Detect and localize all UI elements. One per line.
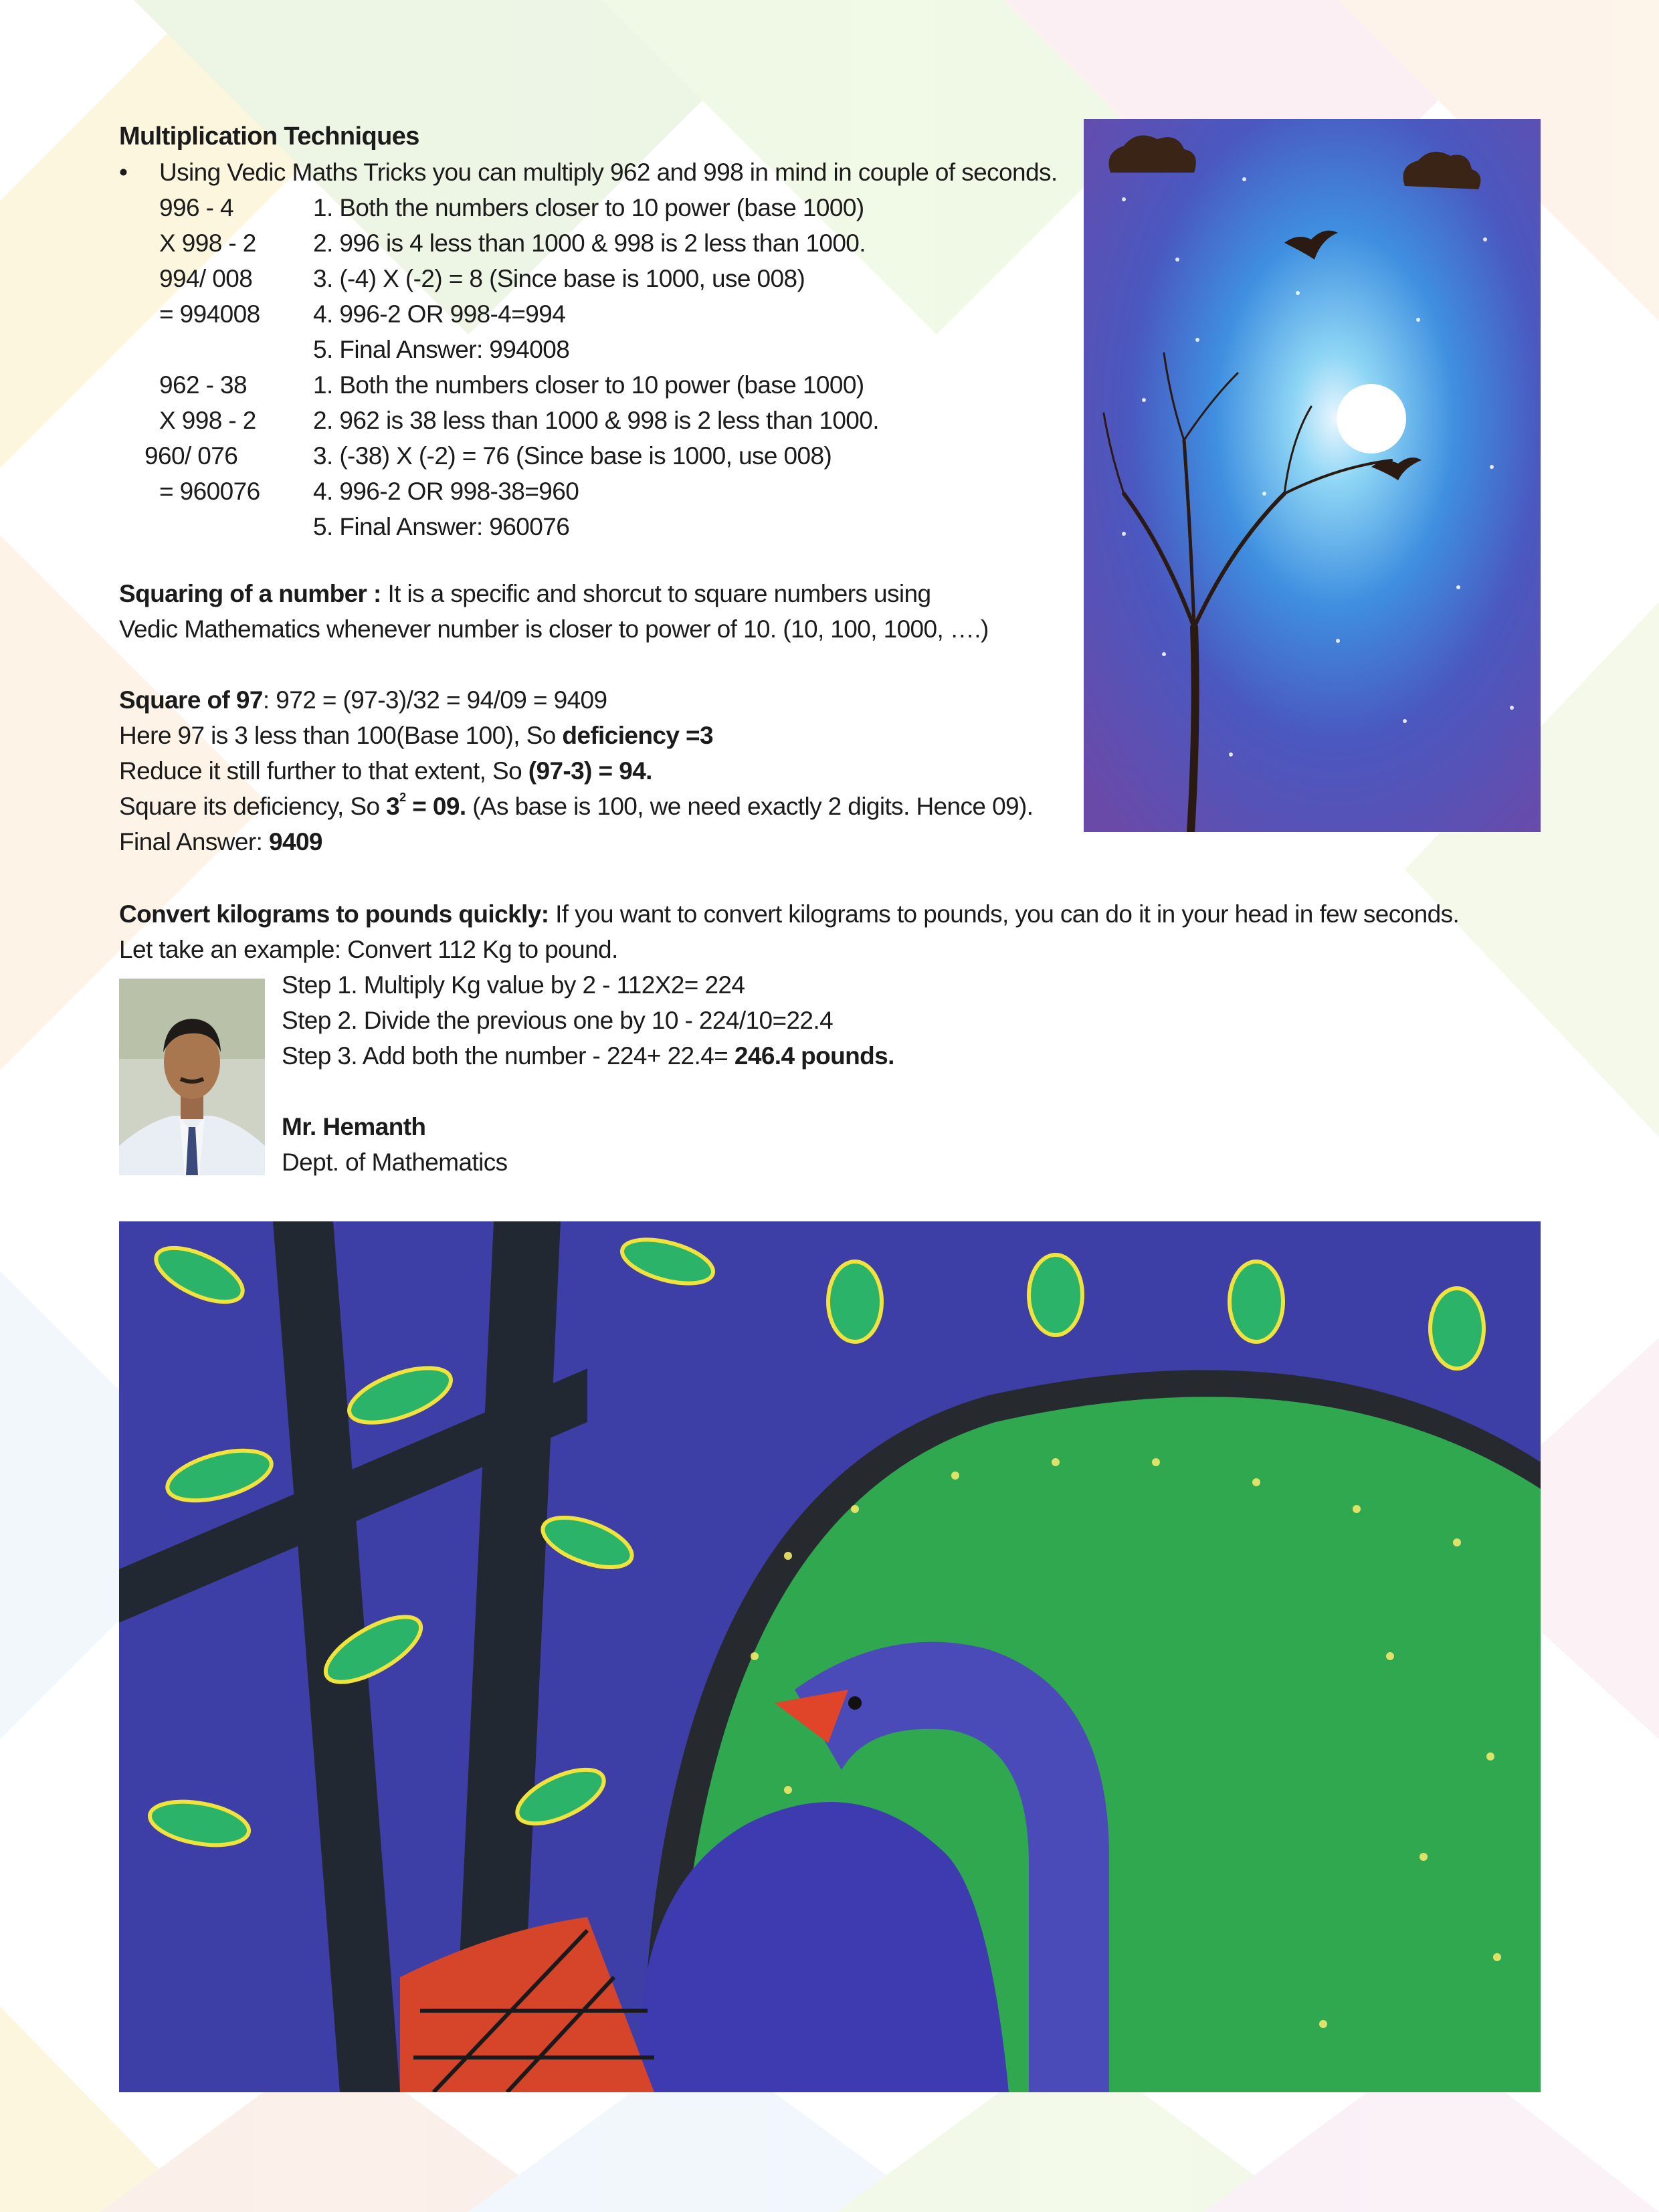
squaring-heading: Squaring of a number : xyxy=(119,580,381,607)
example2-row xyxy=(119,474,1069,509)
intro-text: Using Vedic Maths Tricks you can multiply 962 and 998 in mind in couple of seconds. xyxy=(159,159,1058,186)
calc-cell: 962 - 38 xyxy=(159,371,247,399)
step-cell: 4. 996-2 OR 998-4=994 xyxy=(313,300,566,328)
step-2: Step 2. Divide the previous one by 10 - 224/10=22.4 xyxy=(282,1007,834,1034)
square97-line4-tail: (As base is 100, we need exactly 2 digits. Hence 09). xyxy=(466,793,1034,820)
example2-row xyxy=(119,509,1069,544)
author-name: Mr. Hemanth xyxy=(282,1113,426,1140)
step-1: Step 1. Multiply Kg value by 2 - 112X2= 224 xyxy=(282,971,745,999)
calc-cell: 994/ 008 xyxy=(159,265,253,292)
peacock-painting xyxy=(119,1221,1541,2092)
step-cell: 2. 996 is 4 less than 1000 & 998 is 2 less than 1000. xyxy=(313,229,866,257)
step-cell: 3. (-38) X (-2) = 76 (Since base is 1000, use 008) xyxy=(313,442,832,470)
intro-bullet xyxy=(119,155,1069,190)
calc-cell xyxy=(119,332,313,367)
calc-cell: = 994008 xyxy=(159,300,260,328)
example1-row xyxy=(119,190,1069,225)
calc-cell: X 998 - 2 xyxy=(159,229,256,257)
square97-line5: Final Answer: xyxy=(119,828,269,856)
example1-row xyxy=(119,225,1069,261)
example1-row xyxy=(119,332,1069,367)
example2-row xyxy=(119,438,1069,474)
convert-heading: Convert kilograms to pounds quickly: xyxy=(119,900,549,928)
step-3: Step 3. Add both the number - 224+ 22.4= xyxy=(282,1042,735,1070)
calc-cell: 960/ 076 xyxy=(144,442,238,470)
step-cell: 5. Final Answer: 994008 xyxy=(313,336,570,363)
square97-line3-bold: (97-3) = 94. xyxy=(528,757,652,785)
convert-steps xyxy=(282,967,894,1180)
step-cell: 3. (-4) X (-2) = 8 (Since base is 1000, use 008) xyxy=(313,265,805,292)
step-cell: 1. Both the numbers closer to 10 power (base 1000) xyxy=(313,371,864,399)
squaring-line1: It is a specific and shorcut to square numbers using xyxy=(381,580,931,607)
square97-heading: Square of 97 xyxy=(119,686,263,714)
calc-cell: 996 - 4 xyxy=(159,194,233,221)
square97-formula: : 972 = (97-3)/32 = 94/09 = 9409 xyxy=(262,686,607,714)
convert-text: If you want to convert kilograms to pounds, you can do it in your head in few seconds. xyxy=(549,900,1460,928)
squaring-line2: Vedic Mathematics whenever number is closer to power of 10. (10, 100, 1000, ….) xyxy=(119,615,989,643)
square97-line4-base: 3 xyxy=(386,793,400,820)
multiplication-heading: Multiplication Techniques xyxy=(119,122,419,150)
multiplication-section xyxy=(119,119,1069,544)
square97-line4: Square its deficiency, So xyxy=(119,793,387,820)
step-3-answer: 246.4 pounds. xyxy=(734,1042,894,1070)
example2-row xyxy=(119,367,1069,403)
author-dept: Dept. of Mathematics xyxy=(282,1148,508,1176)
square97-line2: Here 97 is 3 less than 100(Base 100), So xyxy=(119,722,563,749)
step-cell: 1. Both the numbers closer to 10 power (base 1000) xyxy=(313,194,864,221)
example2-row xyxy=(119,403,1069,438)
example1-row xyxy=(119,261,1069,296)
step-cell: 4. 996-2 OR 998-38=960 xyxy=(313,478,579,505)
square97-line4-bold: = 09. xyxy=(405,793,466,820)
example1-row xyxy=(119,296,1069,332)
square97-section xyxy=(119,682,1033,860)
square97-line4-sup: 2 xyxy=(399,791,406,804)
convert-example: Let take an example: Convert 112 Kg to pound. xyxy=(119,936,618,963)
square97-final-answer: 9409 xyxy=(268,828,322,856)
calc-cell: X 998 - 2 xyxy=(159,407,256,434)
squaring-section xyxy=(119,576,989,647)
square97-line3: Reduce it still further to that extent, So xyxy=(119,757,528,785)
step-cell: 5. Final Answer: 960076 xyxy=(313,513,570,540)
convert-section xyxy=(119,896,1459,967)
author-photo xyxy=(119,979,265,1175)
square97-line2-bold: deficiency =3 xyxy=(562,722,713,749)
night-sky-painting xyxy=(1084,119,1541,832)
step-cell: 2. 962 is 38 less than 1000 & 998 is 2 less than 1000. xyxy=(313,407,879,434)
bullet-marker: • xyxy=(119,159,128,186)
calc-cell xyxy=(119,509,313,544)
calc-cell: = 960076 xyxy=(159,478,260,505)
